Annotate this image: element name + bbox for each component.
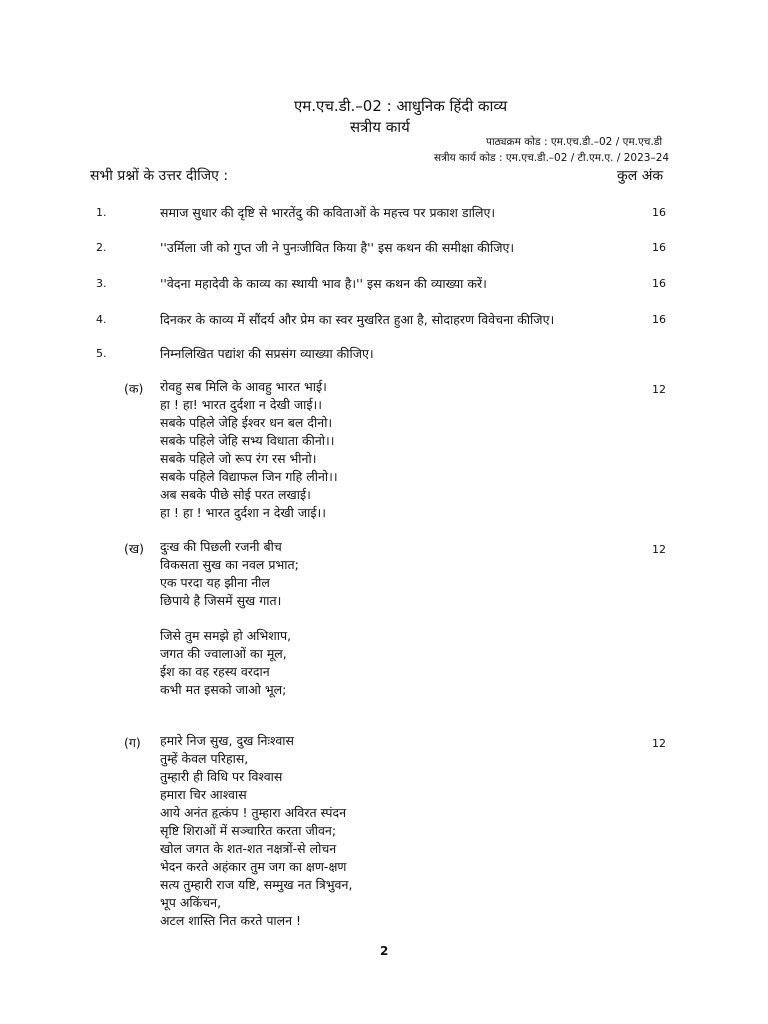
subquestion-marks: 12 [652, 737, 666, 750]
poem-line: भेदन करते अहंकार तुम जग का क्षण-क्षण [160, 859, 347, 874]
poem-line: खोल जगत के शत-शत नक्षत्रों-से लोचन [160, 841, 337, 856]
question-marks: 16 [652, 277, 666, 290]
subquestion-label: (ग) [124, 735, 141, 750]
assignment-code: सत्रीय कार्य कोड : एम.एच.डी.–02 / टी.एम.ए. / 2023–24 [434, 152, 670, 164]
poem-passage-ga [160, 732, 352, 930]
question-number: 3. [96, 277, 107, 290]
poem-line: कभी मत इसको जाओ भूल; [160, 682, 287, 697]
poem-line: आये अनंत हृत्कंप ! तुम्हारा अविरत स्पंदन [160, 805, 347, 820]
question-text: दिनकर के काव्य में सौंदर्य और प्रेम का स्वर मुखरित हुआ है, सोदाहरण विवेचना कीजिए। [160, 312, 555, 327]
poem-line: एक परदा यह झीना नील [160, 575, 270, 590]
poem-line: सृष्टि शिराओं में सञ्चारित करता जीवन; [160, 823, 337, 838]
poem-line: सबके पहिले जेहि ईश्वर धन बल दीनो। [160, 415, 333, 430]
poem-line: हा ! हा! भारत दुर्दशा न देखी जाई।। [160, 397, 323, 412]
question-number: 4. [96, 313, 107, 326]
poem-line: तुम्हारी ही विधि पर विश्वास [160, 769, 283, 784]
poem-line: छिपाये है जिसमें सुख गात। [160, 593, 282, 608]
poem-line: हमारे निज सुख, दुख निःश्वास [160, 733, 294, 748]
subquestion-marks: 12 [652, 383, 666, 396]
question-number: 5. [96, 347, 107, 360]
poem-line: सबके पहिले जो रूप रंग रस भीनो। [160, 451, 317, 466]
instructions: सभी प्रश्नों के उत्तर दीजिए : [90, 168, 229, 184]
subquestion-label: (क) [124, 381, 144, 396]
poem-line: सत्य तुम्हारी राज यष्टि, सम्मुख नत त्रिभुवन, [160, 877, 353, 892]
poem-line: अटल शास्ति नित करते पालन ! [160, 913, 302, 928]
total-marks-label: कुल अंक [617, 168, 664, 184]
question-marks: 16 [652, 241, 666, 254]
poem-line: दुःख की पिछली रजनी बीच [160, 539, 282, 554]
question-marks: 16 [652, 206, 666, 219]
poem-line: ईश का वह रहस्य वरदान [160, 664, 270, 679]
poem-line: हमारा चिर आश्वास [160, 787, 247, 802]
poem-passage-kha-stanza-1 [160, 538, 299, 610]
subquestion-label: (ख) [124, 541, 144, 556]
poem-line: विकसता सुख का नवल प्रभात; [160, 557, 299, 572]
poem-line: हा ! हा ! भारत दुर्दशा न देखी जाई।। [160, 505, 326, 520]
question-text: ''वेदना महादेवी के काव्य का स्थायी भाव है।'' इस कथन की व्याख्या करें। [160, 276, 487, 291]
poem-line: रोवहु सब मिलि के आवहु भारत भाई। [160, 379, 327, 394]
question-text: समाज सुधार की दृष्टि से भारतेंदु की कविताओं के महत्त्व पर प्रकाश डालिए। [160, 205, 496, 220]
poem-line: अब सबके पीछे सोई परत लखाई। [160, 487, 311, 502]
document-title: एम.एच.डी.–02 : आधुनिक हिंदी काव्य [294, 97, 508, 115]
question-text: ''उर्मिला जी को गुप्त जी ने पुनःजीवित किया है'' इस कथन की समीक्षा कीजिए। [160, 240, 515, 255]
course-code: पाठ्यक्रम कोड : एम.एच.डी.–02 / एम.एच.डी [486, 136, 663, 148]
poem-line: सबके पहिले विद्याफल जिन गहि लीनो।। [160, 469, 338, 484]
poem-line: जिसे तुम समझे हो अभिशाप, [160, 628, 292, 643]
question-text: निम्नलिखित पद्यांश की सप्रसंग व्याख्या कीजिए। [160, 346, 374, 361]
poem-line: जगत की ज्वालाओं का मूल, [160, 646, 287, 661]
poem-line: भूप अकिंचन, [160, 895, 222, 910]
page-number: 2 [380, 944, 389, 958]
question-number: 1. [96, 206, 107, 219]
subquestion-marks: 12 [652, 543, 666, 556]
poem-passage-ka [160, 378, 338, 522]
poem-passage-kha-stanza-2 [160, 627, 291, 699]
question-marks: 16 [652, 313, 666, 326]
poem-line: तुम्हें केवल परिहास, [160, 751, 249, 766]
question-number: 2. [96, 241, 107, 254]
document-subtitle: सत्रीय कार्य [350, 118, 410, 136]
poem-line: सबके पहिले जेहि सभ्य विधाता कीनो।। [160, 433, 335, 448]
